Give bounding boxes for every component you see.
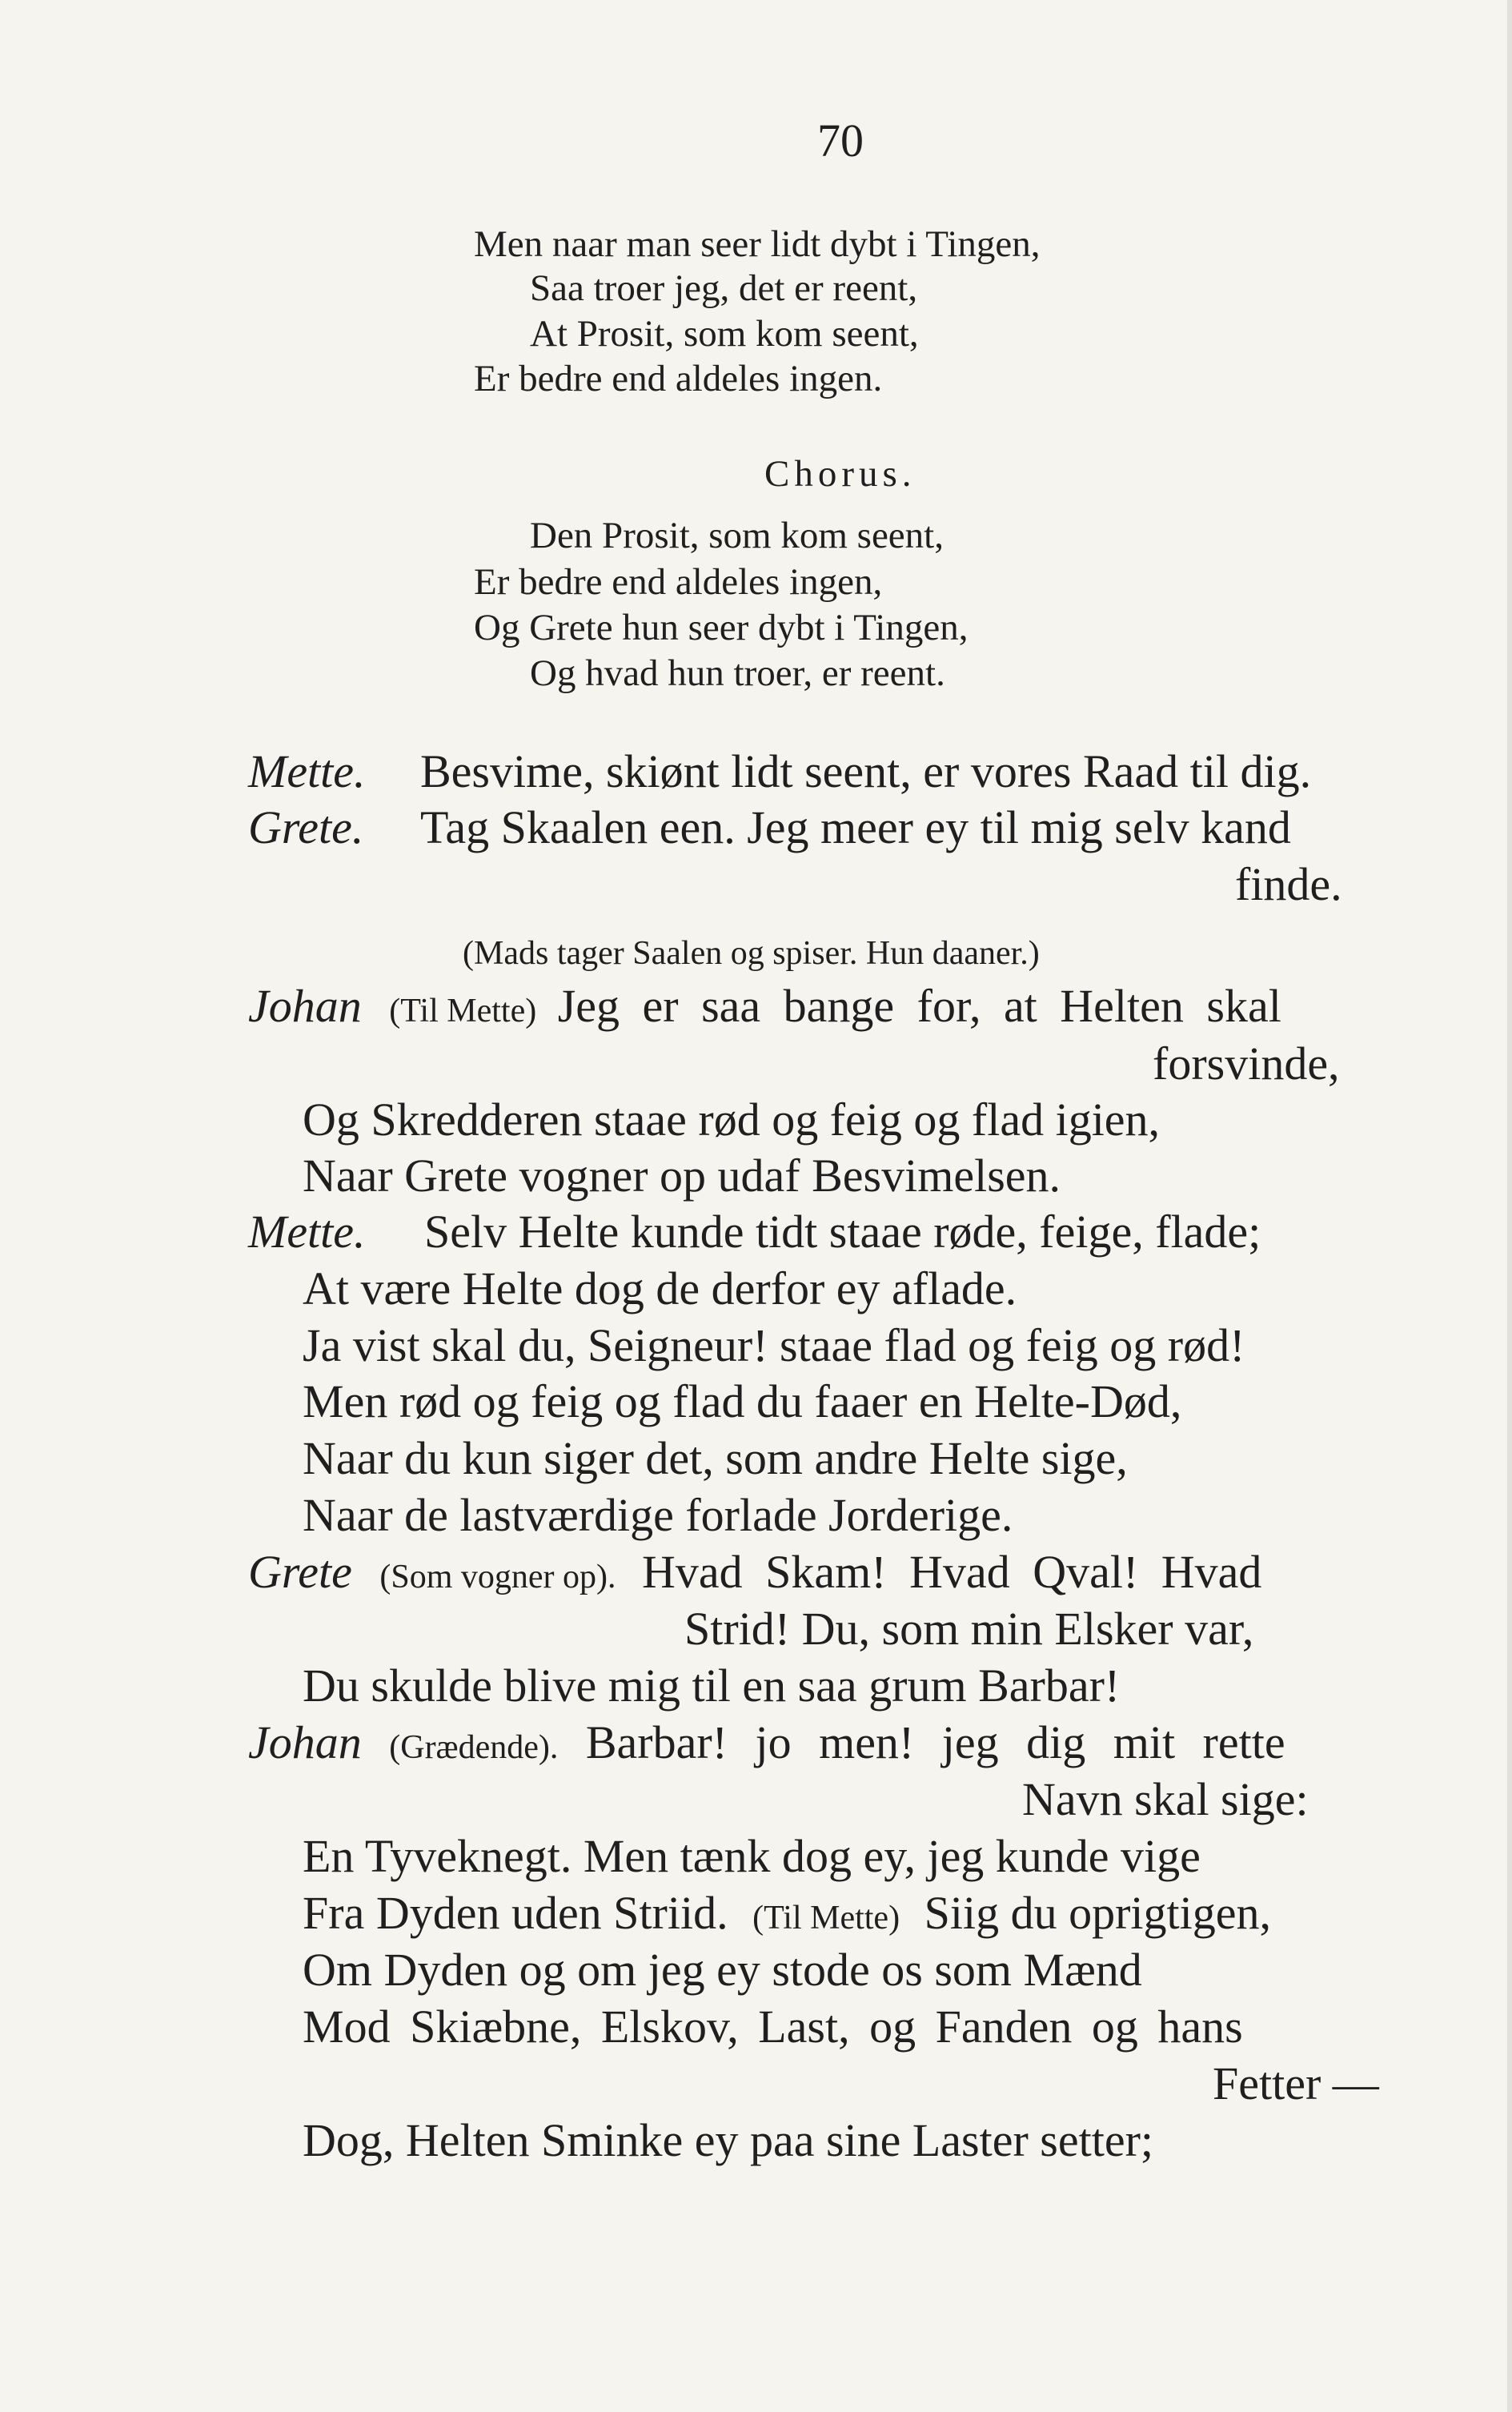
- speaker-mette: Mette.: [248, 745, 366, 797]
- dialogue-line: Siig du oprigtigen,: [924, 1887, 1271, 1939]
- dialogue-line: Men rød og feig og flad du faaer en Helte-Død,: [303, 1375, 1182, 1427]
- dialogue-line: En Tyveknegt. Men tænk dog ey, jeg kunde vige: [303, 1830, 1201, 1882]
- dialogue-line: Og Skredderen staae rød og feig og flad igien,: [303, 1094, 1161, 1146]
- dialogue-line-continuation: Fetter —: [1213, 2057, 1379, 2109]
- stage-direction-inline: (Til Mette): [389, 993, 537, 1029]
- chorus-heading: Chorus.: [764, 453, 916, 495]
- chorus-line-1: Den Prosit, som kom seent,: [530, 515, 944, 556]
- dialogue-line: Naar de lastværdige forlade Jorderige.: [303, 1489, 1013, 1541]
- dialogue-line-continuation: Strid! Du, som min Elsker var,: [684, 1603, 1254, 1655]
- dialogue-line: At være Helte dog de derfor ey aflade.: [303, 1262, 1017, 1314]
- dialogue-line-continuation: finde.: [1235, 858, 1342, 910]
- dialogue-line-continuation: Navn skal sige:: [1022, 1773, 1309, 1825]
- stage-direction-inline: (Til Mette): [752, 1900, 900, 1936]
- stage-direction-inline: (Grædende).: [389, 1729, 559, 1766]
- stanza-line-3: At Prosit, som kom seent,: [530, 313, 919, 355]
- dialogue-line: Selv Helte kunde tidt staae røde, feige, flade;: [424, 1206, 1261, 1258]
- dialogue-line: Om Dyden og om jeg ey stode os som Mænd: [303, 1944, 1142, 1996]
- dialogue-line: Naar du kun siger det, som andre Helte sige,: [303, 1432, 1128, 1484]
- chorus-line-3: Og Grete hun seer dybt i Tingen,: [474, 607, 969, 648]
- dialogue-line: Dog, Helten Sminke ey paa sine Laster setter;: [303, 2114, 1154, 2166]
- stanza-line-1: Men naar man seer lidt dybt i Tingen,: [474, 223, 1041, 265]
- dialogue-line: Hvad Skam! Hvad Qval! Hvad: [642, 1546, 1262, 1598]
- dialogue-line: Mod Skiæbne, Elskov, Last, og Fanden og hans: [303, 2001, 1243, 2053]
- dialogue-line: Naar Grete vogner op udaf Besvimelsen.: [303, 1150, 1061, 1202]
- dialogue-line-continuation: forsvinde,: [1153, 1037, 1340, 1090]
- stanza-line-2: Saa troer jeg, det er reent,: [530, 267, 918, 309]
- page-number: 70: [817, 114, 864, 167]
- stage-direction: (Mads tager Saalen og spiser. Hun daaner.): [463, 935, 1040, 972]
- speaker-mette: Mette.: [248, 1206, 366, 1258]
- dialogue-line: Jeg er saa bange for, at Helten skal: [557, 980, 1281, 1032]
- dialogue-line: Ja vist skal du, Seigneur! staae flad og feig og rød!: [303, 1319, 1245, 1371]
- speaker-grete: Grete.: [248, 801, 364, 853]
- speaker-johan: Johan: [248, 980, 362, 1032]
- speaker-johan: Johan: [248, 1716, 362, 1768]
- chorus-line-4: Og hvad hun troer, er reent.: [530, 652, 945, 694]
- dialogue-line: Fra Dyden uden Striid.: [303, 1887, 728, 1939]
- dialogue-line: Tag Skaalen een. Jeg meer ey til mig selv kand: [420, 801, 1291, 853]
- stage-direction-inline: (Som vogner op).: [379, 1559, 616, 1595]
- stanza-line-4: Er bedre end aldeles ingen.: [474, 358, 883, 399]
- speaker-grete: Grete: [248, 1546, 352, 1598]
- dialogue-line: Barbar! jo men! jeg dig mit rette: [585, 1716, 1285, 1768]
- dialogue-line: Besvime, skiønt lidt seent, er vores Raad til dig.: [420, 745, 1312, 797]
- chorus-line-2: Er bedre end aldeles ingen,: [474, 561, 883, 603]
- dialogue-line: Du skulde blive mig til en saa grum Barbar!: [303, 1660, 1121, 1712]
- page-edge: [1507, 0, 1512, 2412]
